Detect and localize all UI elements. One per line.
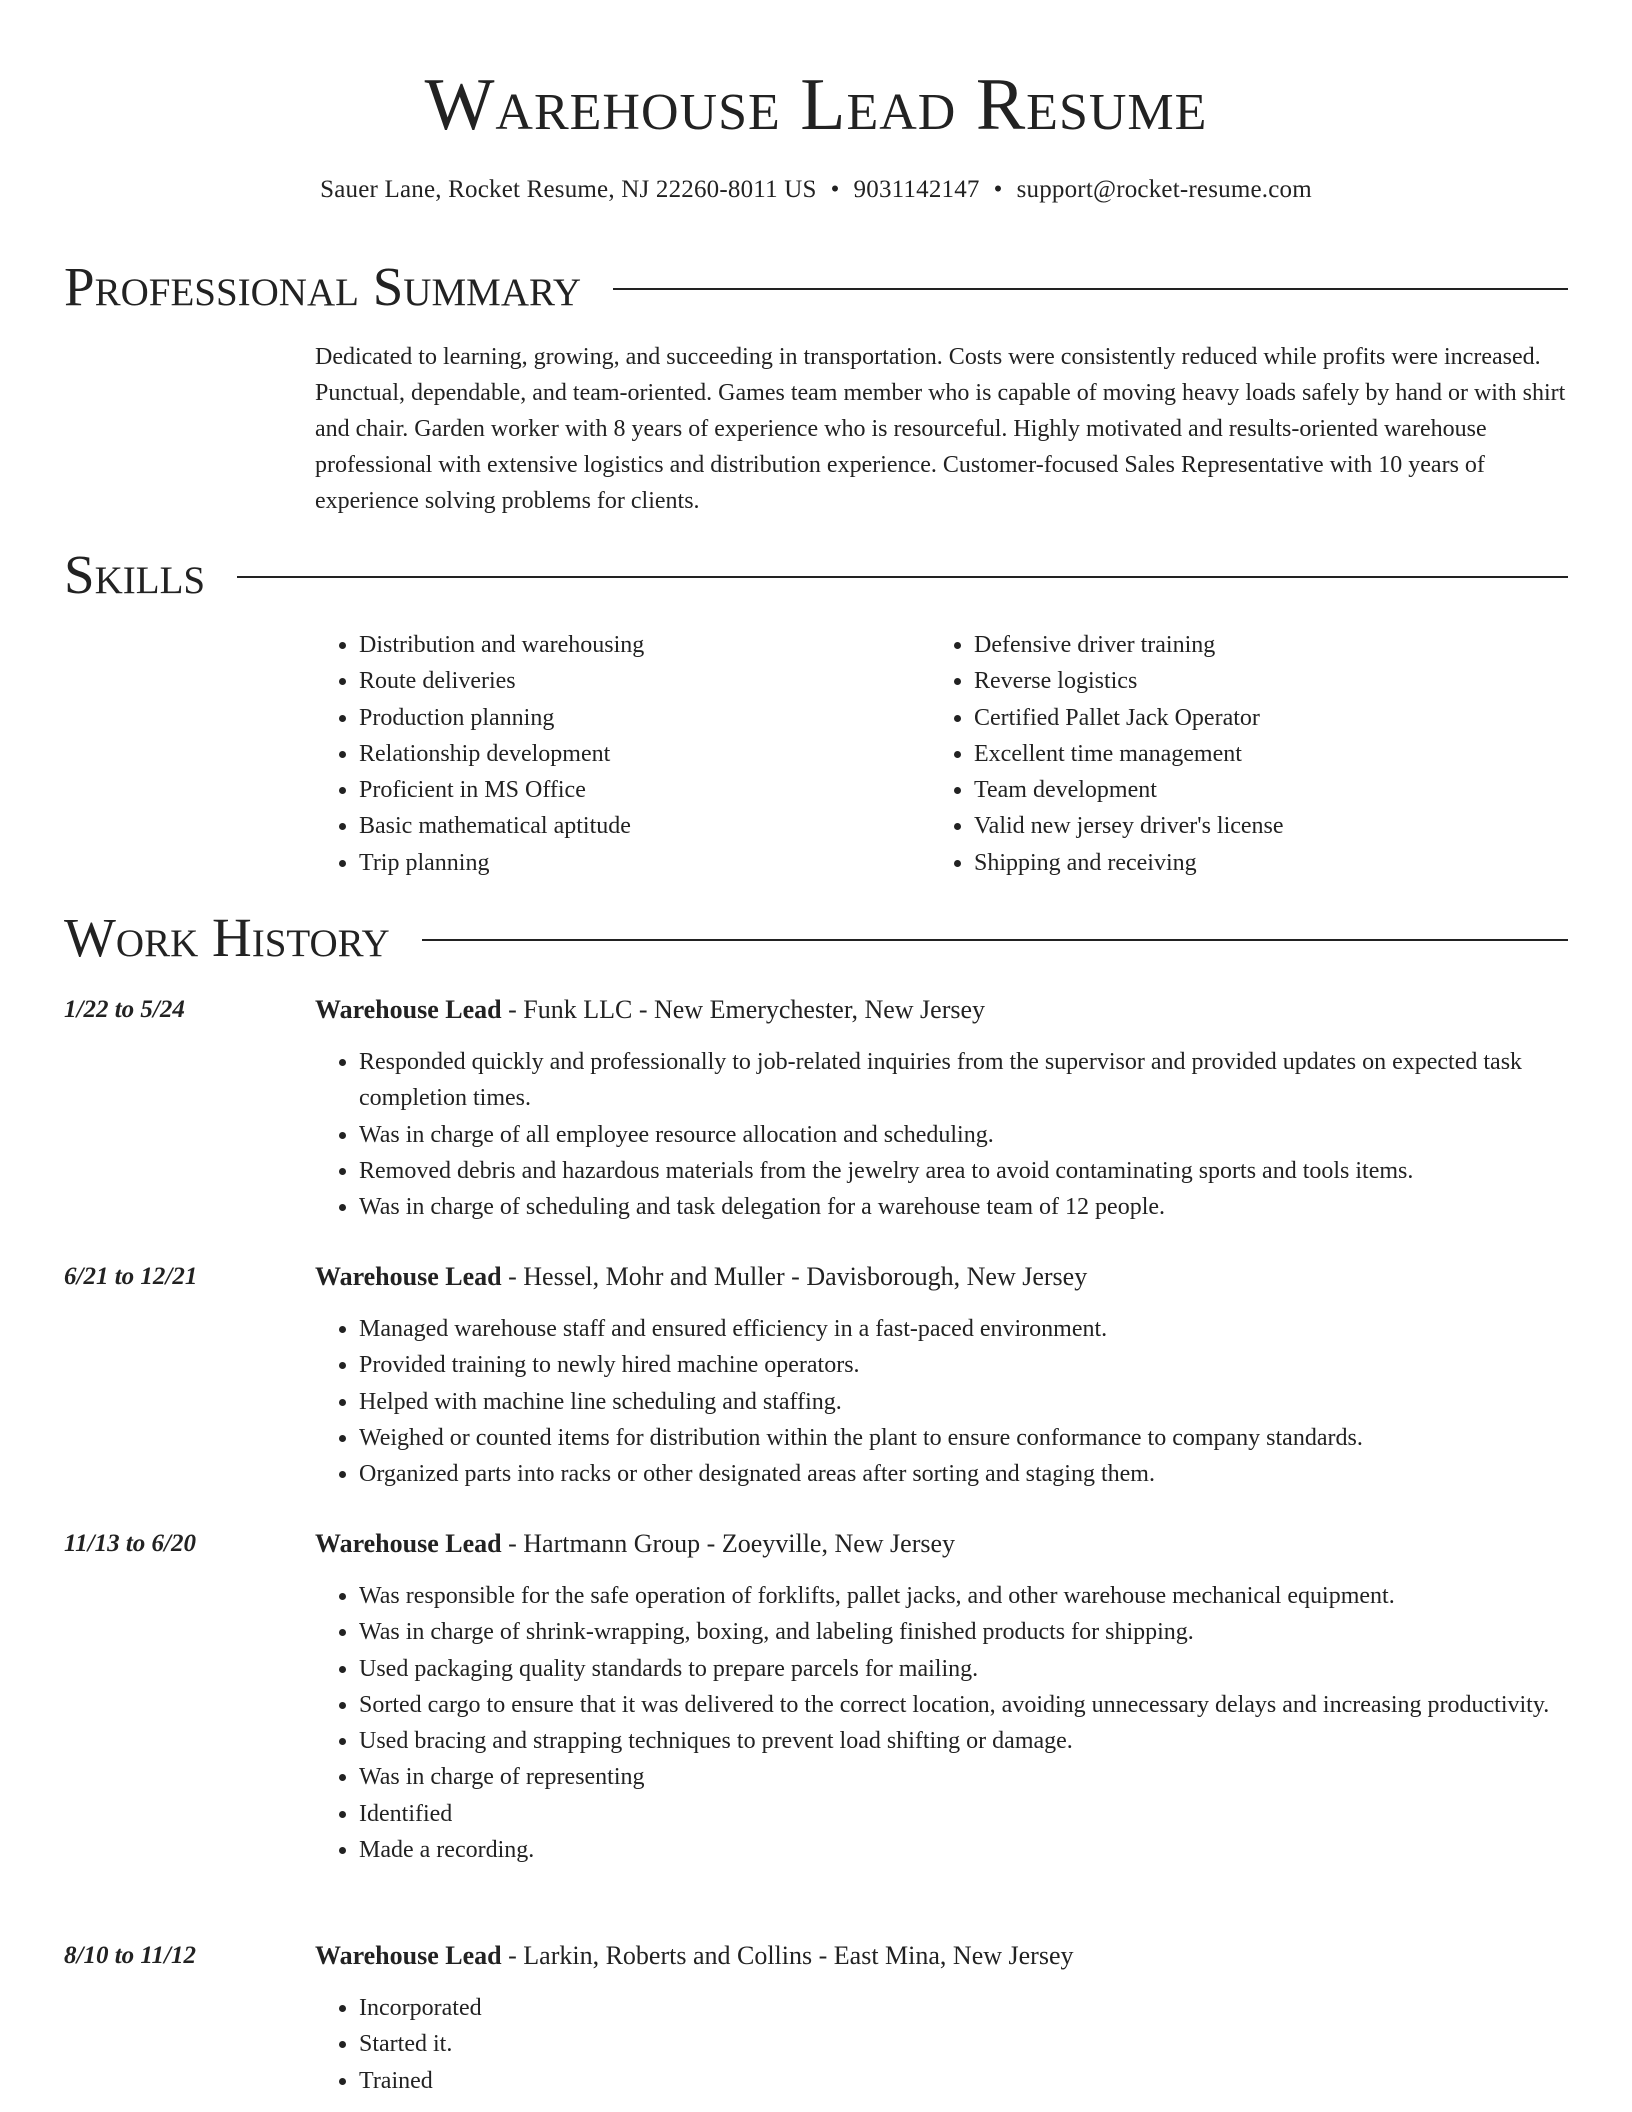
job-bullets (315, 1990, 1570, 2099)
summary-section-header (64, 255, 1568, 319)
job-bullet: • Was in charge of representing (359, 1759, 1570, 1795)
job-dates: 8/10 to 11/12 (64, 1942, 196, 1969)
job-bullet: • Was in charge of shrink-wrapping, boxing, and labeling finished products for shipping. (359, 1614, 1570, 1650)
job-title: Warehouse Lead (315, 1529, 502, 1558)
skill-item: • Team development (974, 772, 1604, 808)
job-employer: - Hartmann Group - Zoeyville, New Jersey (508, 1529, 956, 1558)
contact-separator: • (830, 176, 840, 203)
job-bullet: • Used packaging quality standards to prepare parcels for mailing. (359, 1651, 1570, 1687)
skills-heading: Skills (64, 544, 206, 605)
job-bullet: • Made a recording. (359, 1832, 1570, 1868)
contact-separator: • (993, 176, 1003, 203)
skill-item: • Distribution and warehousing (359, 627, 919, 663)
job-bullet: • Responded quickly and professionally to job-related inquiries from the supervisor and provided updates on expected task completion times. (359, 1044, 1570, 1117)
summary-text: Dedicated to learning, growing, and succeeding in transportation. Costs were consistently reduced while profits were increased. Punctual, dependable, and team-oriented. Games team member who is capable of moving heavy loads safely by hand or with shirt and chair. Garden worker with 8 years of experience who is resourceful. Highly motivated and results-oriented warehouse professional with extensive logistics and distribution experience. Customer-focused Sales Representative with 10 years of experience solving problems for clients. (315, 344, 1566, 514)
job-bullet: • Weighed or counted items for distribution within the plant to ensure conformance to company standards. (359, 1420, 1570, 1456)
job-dates: 6/21 to 12/21 (64, 1263, 198, 1290)
job-heading (315, 1259, 1087, 1295)
contact-line (0, 175, 1632, 205)
skill-item: • Excellent time management (974, 736, 1604, 772)
job-heading (315, 1526, 955, 1562)
job-employer: - Hessel, Mohr and Muller - Davisborough, New Jersey (508, 1262, 1088, 1291)
job-bullets (315, 1578, 1570, 1868)
job-bullet: • Was in charge of scheduling and task delegation for a warehouse team of 12 people. (359, 1189, 1570, 1225)
section-divider (422, 939, 1568, 941)
section-divider (613, 288, 1568, 290)
work-section-header (64, 906, 1568, 970)
resume-title: Warehouse Lead Resume (424, 64, 1208, 146)
skill-item: • Certified Pallet Jack Operator (974, 700, 1604, 736)
skill-item: • Reverse logistics (974, 663, 1604, 699)
skills-list-left (315, 627, 919, 881)
contact-phone: 9031142147 (853, 176, 980, 203)
job-bullet: • Incorporated (359, 1990, 1570, 2026)
job-title: Warehouse Lead (315, 1941, 502, 1970)
skill-item: • Defensive driver training (974, 627, 1604, 663)
job-bullet: • Started it. (359, 2026, 1570, 2062)
job-heading (315, 1938, 1074, 1974)
job-bullet: • Used bracing and strapping techniques to prevent load shifting or damage. (359, 1723, 1570, 1759)
skill-item: • Shipping and receiving (974, 845, 1604, 881)
job-bullet: • Was responsible for the safe operation of forklifts, pallet jacks, and other warehouse mechanical equipment. (359, 1578, 1570, 1614)
skills-list-right (930, 627, 1604, 881)
skills-section-header (64, 543, 1568, 607)
job-employer: - Larkin, Roberts and Collins - East Mina, New Jersey (508, 1941, 1074, 1970)
job-bullet: • Was in charge of all employee resource allocation and scheduling. (359, 1117, 1570, 1153)
skill-item: • Basic mathematical aptitude (359, 808, 919, 844)
skill-item: • Valid new jersey driver's license (974, 808, 1604, 844)
skill-item: • Route deliveries (359, 663, 919, 699)
job-bullets (315, 1044, 1570, 1225)
job-bullets (315, 1311, 1570, 1492)
job-title: Warehouse Lead (315, 995, 502, 1024)
section-divider (237, 576, 1568, 578)
job-bullet: • Sorted cargo to ensure that it was delivered to the correct location, avoiding unnecessary delays and increasing productivity. (359, 1687, 1570, 1723)
skill-item: • Proficient in MS Office (359, 772, 919, 808)
job-bullet: • Organized parts into racks or other designated areas after sorting and staging them. (359, 1456, 1570, 1492)
job-dates: 1/22 to 5/24 (64, 996, 185, 1023)
job-bullet: • Managed warehouse staff and ensured efficiency in a fast-paced environment. (359, 1311, 1570, 1347)
skill-item: • Relationship development (359, 736, 919, 772)
job-title: Warehouse Lead (315, 1262, 502, 1291)
skill-item: • Trip planning (359, 845, 919, 881)
job-bullet: • Removed debris and hazardous materials from the jewelry area to avoid contaminating sports and tools items. (359, 1153, 1570, 1189)
job-bullet: • Trained (359, 2063, 1570, 2099)
contact-address: Sauer Lane, Rocket Resume, NJ 22260-8011 US (320, 176, 817, 203)
job-employer: - Funk LLC - New Emerychester, New Jersey (508, 995, 986, 1024)
job-dates: 11/13 to 6/20 (64, 1530, 196, 1557)
summary-heading: Professional Summary (64, 256, 582, 317)
job-bullet: • Identified (359, 1796, 1570, 1832)
skill-item: • Production planning (359, 700, 919, 736)
job-bullet: • Provided training to newly hired machine operators. (359, 1347, 1570, 1383)
job-heading (315, 992, 985, 1028)
contact-email: support@rocket-resume.com (1016, 176, 1312, 203)
work-heading: Work History (64, 907, 390, 968)
job-bullet: • Helped with machine line scheduling and staffing. (359, 1384, 1570, 1420)
